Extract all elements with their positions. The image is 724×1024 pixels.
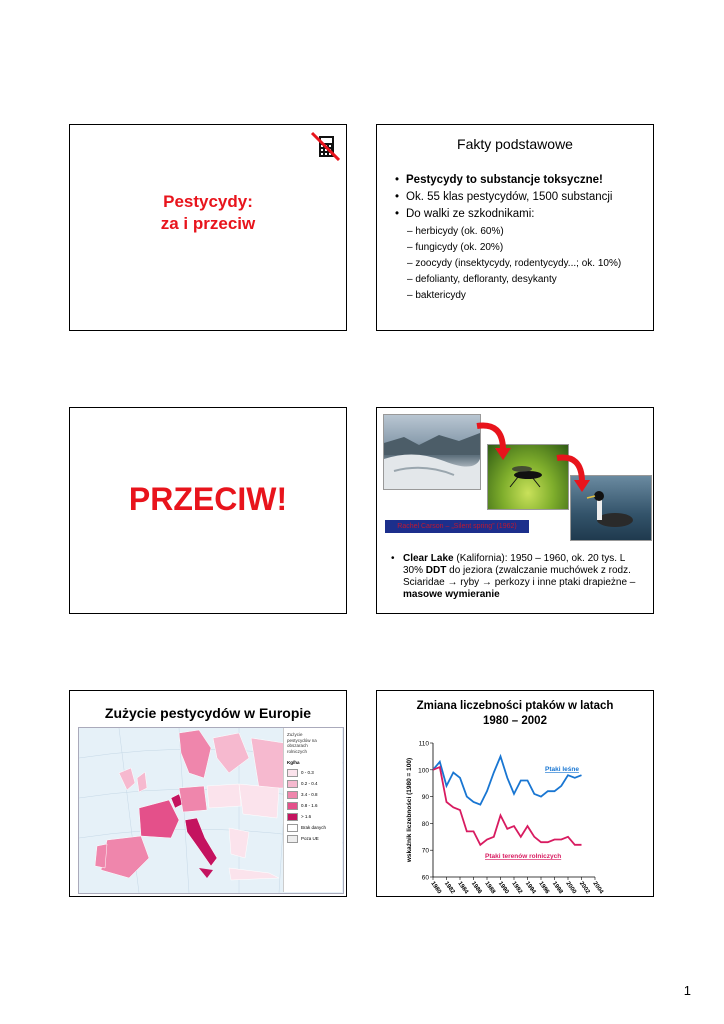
legend-label: 0.2 - 0.4 <box>301 780 318 786</box>
y-tick-label: 90 <box>421 794 429 802</box>
series-line <box>433 756 582 804</box>
x-tick-label: 1998 <box>550 880 564 896</box>
slide-2 <box>376 124 654 331</box>
legend-item <box>287 791 339 799</box>
legend-item <box>287 802 339 810</box>
list-item: – zoocydy (insektycydy, rodentycydy...; ok. 10%) <box>407 258 622 269</box>
list-item: • Pestycydy to substancje toksyczne! <box>395 172 647 189</box>
red-arrow-head-icon <box>574 480 590 492</box>
legend-swatch <box>287 769 298 777</box>
slide-title: Fakty podstawowe <box>457 136 573 152</box>
list-item: • Do walki ze szkodnikami: <box>395 206 647 223</box>
slide-1 <box>69 124 347 331</box>
slide-4 <box>376 407 654 614</box>
legend-item: Brak danych <box>287 824 339 832</box>
slide-6 <box>376 690 654 897</box>
y-tick-label: 70 <box>421 847 429 855</box>
y-axis-label: wskaźnik liczebności (1980 = 100) <box>406 757 413 863</box>
legend-item <box>287 780 339 788</box>
slide-title: Zmiana liczebności ptaków w latach 1980 – 2002 <box>416 700 614 727</box>
x-tick-label: 1994 <box>523 880 537 896</box>
legend-swatch <box>287 813 298 821</box>
red-arrow-head-icon <box>495 448 511 460</box>
legend-label: 0 - 0.3 <box>301 769 314 775</box>
x-tick-label: 1982 <box>442 880 456 896</box>
x-tick-label: 2004 <box>591 880 604 896</box>
x-tick-label: 1980 <box>429 880 442 896</box>
slide-title: PRZECIW! <box>128 481 288 517</box>
x-tick-label: 1986 <box>469 880 483 896</box>
y-tick-label: 100 <box>418 767 429 775</box>
series-label: Ptaki terenów rolniczych <box>485 853 562 860</box>
slide-3 <box>69 407 347 614</box>
legend-item <box>287 769 339 777</box>
red-arrow-icon <box>477 426 503 451</box>
bullet-list <box>395 172 647 223</box>
x-tick-label: 1984 <box>456 880 469 896</box>
x-tick-label: 1988 <box>483 880 496 896</box>
x-tick-label: 1992 <box>510 880 523 896</box>
legend-item <box>287 813 339 821</box>
legend-item: Poza UE <box>287 835 339 843</box>
y-tick-label: 80 <box>421 820 429 828</box>
list-item: – fungicydy (ok. 20%) <box>407 242 504 253</box>
x-tick-label: 1996 <box>537 880 550 896</box>
caption-banner: Rachel Carson – „Silent spring” (1962) <box>385 520 529 533</box>
legend-label: 3.4 - 0.8 <box>301 791 318 797</box>
bird-population-chart <box>377 691 654 897</box>
series-label: Ptaki leśne <box>545 766 579 773</box>
legend-label: 0.8 - 1.6 <box>301 802 318 808</box>
x-tick-label: 1990 <box>496 880 510 896</box>
y-tick-label: 60 <box>421 874 429 882</box>
x-tick-label: 2002 <box>577 880 591 896</box>
no-calculator-icon <box>310 131 340 161</box>
legend-swatch <box>287 802 298 810</box>
legend-unit: Kg/ha <box>287 760 300 765</box>
slide-title: Zużycie pestycydów w Europie <box>104 705 312 721</box>
y-tick-label: 110 <box>418 740 429 748</box>
slide-title: Pestycydy: za i przeciw <box>160 192 256 233</box>
map-legend: Zużycie pestycydów na obszarach rolniczych Kg/ha 0 - 0.3 0.2 - 0.4 3.4 - 0.8 0.8 - 1.6 > 1.6 Brak danych Poza UE <box>283 728 342 892</box>
list-item: – herbicydy (ok. 60%) <box>407 226 504 237</box>
x-tick-label: 2000 <box>564 880 577 896</box>
slide-5 <box>69 690 347 897</box>
slide-text: • Clear Lake (Kalifornia): 1950 – 1960, ok. 20 tys. L 30% DDT do jeziora (zwalczanie muchówek z rodz. Sciaridae → ryby → perkozy i inne ptaki drapieżne – masowe wymieranie <box>391 553 636 600</box>
sub-list <box>407 224 621 304</box>
legend-label: > 1.6 <box>301 813 312 819</box>
legend-swatch <box>287 780 298 788</box>
list-item: – defolianty, defloranty, desykanty <box>407 274 557 285</box>
red-arrow-icon <box>557 458 582 483</box>
list-item: • Ok. 55 klas pestycydów, 1500 substancji <box>395 189 647 206</box>
list-item: – baktericydy <box>407 290 466 301</box>
legend-swatch <box>287 791 298 799</box>
page-number: 1 <box>683 983 691 998</box>
